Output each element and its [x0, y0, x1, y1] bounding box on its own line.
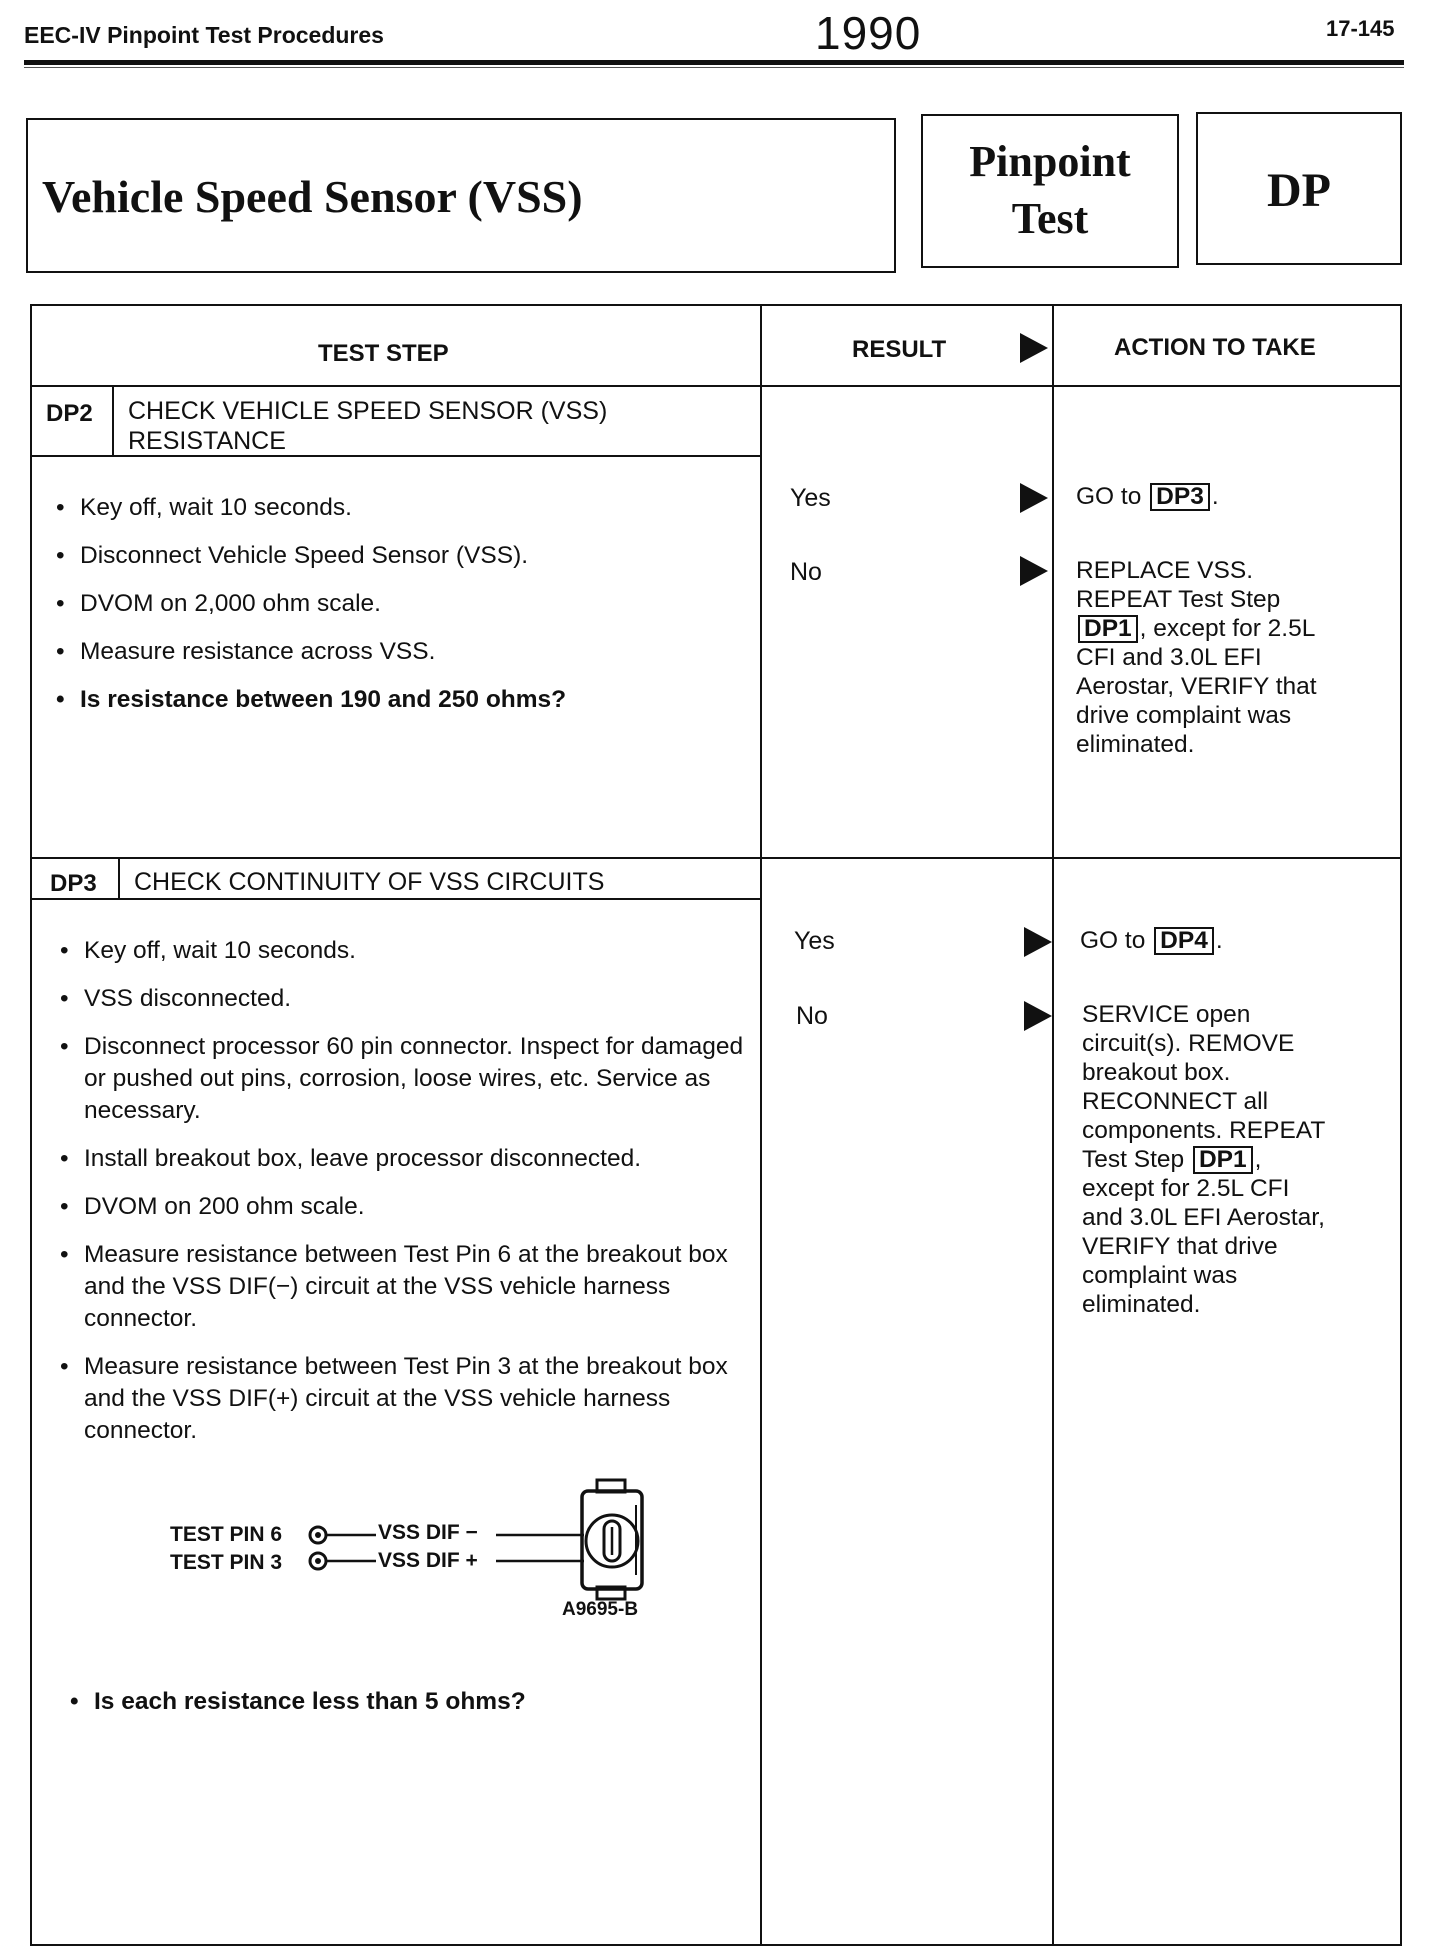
- list-item: • Disconnect Vehicle Speed Sensor (VSS).: [54, 540, 754, 572]
- list-item: • Key off, wait 10 seconds.: [58, 935, 758, 967]
- ref-dp1[interactable]: DP1: [1078, 615, 1138, 643]
- col-test-step: TEST STEP: [318, 340, 449, 367]
- arrow-icon: [1024, 1001, 1052, 1031]
- year: 1990: [815, 7, 922, 59]
- dif-minus-label: VSS DIF −: [378, 1521, 478, 1544]
- dp2-question: • Is resistance between 190 and 250 ohms?: [54, 684, 754, 716]
- wiring-diagram: [160, 1475, 680, 1635]
- ref-dp1[interactable]: DP1: [1193, 1146, 1253, 1174]
- row-divider: [30, 857, 1402, 859]
- dp3-title-underline: [30, 898, 760, 900]
- dp2-id-divider: [112, 387, 114, 455]
- dp3-result-no: No: [796, 1002, 828, 1030]
- col-divider-2: [1052, 304, 1054, 1946]
- dp2-bullet-list: [54, 492, 754, 716]
- ref-dp4[interactable]: DP4: [1154, 927, 1214, 955]
- dp3-step-id: DP3: [50, 870, 97, 897]
- section-title: EEC-IV Pinpoint Test Procedures: [24, 22, 384, 48]
- arrow-icon: [1020, 556, 1048, 586]
- arrow-icon: [1024, 927, 1052, 957]
- dp3-bullet-list: [58, 935, 758, 1447]
- dp3-id-divider: [118, 859, 120, 899]
- dp3-step-title: CHECK CONTINUITY OF VSS CIRCUITS: [134, 868, 605, 896]
- dp3-yes-action: GO to DP4 .: [1080, 927, 1223, 954]
- test-code-box: DP: [1196, 112, 1402, 265]
- connector-drawing: [160, 1475, 680, 1605]
- list-item: • Disconnect processor 60 pin connector. Inspect for damaged or pushed out pins, corrosion, loose wires, etc. Service as necessary.: [58, 1031, 758, 1127]
- ref-dp3[interactable]: DP3: [1150, 483, 1210, 511]
- dp3-question-list: [68, 1686, 758, 1718]
- dp2-step-id: DP2: [46, 400, 93, 427]
- list-item: • Install breakout box, leave processor disconnected.: [58, 1143, 758, 1175]
- dp2-yes-action: GO to DP3 .: [1076, 483, 1219, 510]
- dp2-no-action: REPLACE VSS. REPEAT Test Step DP1 , except for 2.5L CFI and 3.0L EFI Aerostar, VERIFY that drive complaint was eliminated.: [1076, 557, 1317, 758]
- dif-plus-label: VSS DIF +: [378, 1549, 478, 1572]
- header-row-divider: [30, 385, 1402, 387]
- list-item: • Measure resistance across VSS.: [54, 636, 754, 668]
- dp3-no-action: SERVICE open circuit(s). REMOVE breakout box. RECONNECT all components. REPEAT Test Step DP1 , except for 2.5L CFI and 3.0L EFI Aerostar, VERIFY that drive complaint was eliminated.: [1082, 1001, 1326, 1318]
- dp2-step-title: CHECK VEHICLE SPEED SENSOR (VSS) RESISTANCE: [128, 397, 608, 455]
- test-label: Test: [1011, 194, 1089, 243]
- pinpoint-label: Pinpoint: [969, 137, 1131, 186]
- pin6-label: TEST PIN 6: [170, 1523, 283, 1546]
- dp3-question: • Is each resistance less than 5 ohms?: [68, 1686, 758, 1718]
- pin3-label: TEST PIN 3: [170, 1551, 283, 1574]
- list-item: • DVOM on 200 ohm scale.: [58, 1191, 758, 1223]
- col-divider-1: [760, 304, 762, 1946]
- page-number: 17-145: [1326, 16, 1395, 41]
- arrow-icon: [1020, 483, 1048, 513]
- dp2-result-no: No: [790, 558, 822, 586]
- dp2-result-yes: Yes: [790, 484, 831, 512]
- result-arrow-icon: [1020, 333, 1048, 363]
- list-item: • VSS disconnected.: [58, 983, 758, 1015]
- list-item: • Key off, wait 10 seconds.: [54, 492, 754, 524]
- header-rule: [24, 60, 1404, 65]
- dp3-result-yes: Yes: [794, 927, 835, 955]
- pinpoint-test-box: [921, 114, 1179, 268]
- col-action: ACTION TO TAKE: [1114, 334, 1316, 361]
- diagram-code: A9695-B: [562, 1599, 639, 1620]
- header-rule-thin: [24, 67, 1404, 68]
- col-result: RESULT: [852, 336, 947, 363]
- list-item: • Measure resistance between Test Pin 3 at the breakout box and the VSS DIF(+) circuit at the VSS vehicle harness connector.: [58, 1351, 758, 1447]
- list-item: • Measure resistance between Test Pin 6 at the breakout box and the VSS DIF(−) circuit at the VSS vehicle harness connector.: [58, 1239, 758, 1335]
- page-title: Vehicle Speed Sensor (VSS): [42, 171, 583, 222]
- title-box: [26, 118, 896, 273]
- list-item: • DVOM on 2,000 ohm scale.: [54, 588, 754, 620]
